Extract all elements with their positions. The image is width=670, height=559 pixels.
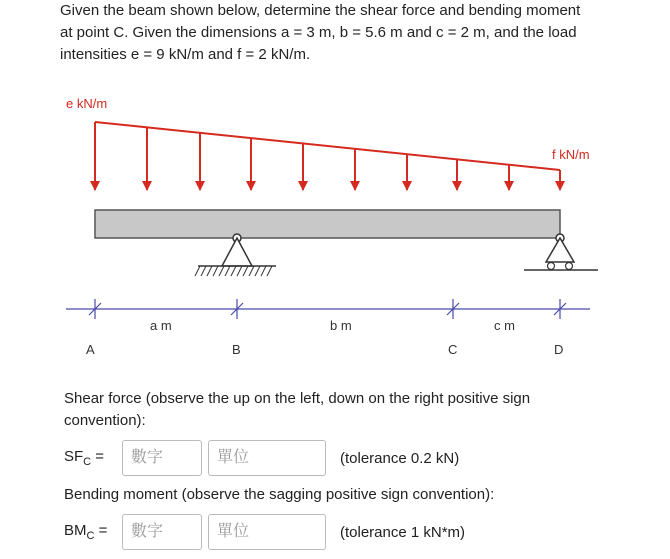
dimension-line [66,299,590,319]
shear-tolerance: (tolerance 0.2 kN) [340,449,460,467]
load-top-line [95,122,560,170]
roller-support [524,234,598,270]
moment-label-equals: = [94,522,108,539]
moment-label [64,522,122,542]
shear-prompt-line-1: Shear force (observe the up on the left, down on the right positive sign [64,390,531,407]
moment-answer-row [64,512,465,552]
shear-unit-input[interactable] [208,440,326,476]
moment-value-input[interactable] [122,514,202,550]
shear-label-sub: C [83,456,92,468]
moment-tolerance: (tolerance 1 kN*m) [340,523,466,541]
shear-label [64,448,122,468]
shear-label-equals: = [91,448,105,465]
shear-label-main: SF [64,448,84,465]
shear-prompt-line-2: convention): [64,412,146,429]
moment-prompt: Bending moment (observe the sagging positive sign convention): [64,486,495,503]
dim-a-label: a m [150,318,172,333]
moment-unit-input[interactable] [208,514,326,550]
moment-label-sub: C [86,530,95,542]
pin-support [195,234,276,276]
point-b-label: B [232,342,241,357]
shear-value-input[interactable] [122,440,202,476]
dim-b-label: b m [330,318,352,333]
point-a-label: A [86,342,95,357]
point-c-label: C [448,342,458,357]
point-d-label: D [554,342,564,357]
left-load-label: e kN/m [66,96,108,111]
question-line-2: at point C. Given the dimensions a = 3 m, b = 5.6 m and c = 2 m, and the load [60,24,577,41]
moment-label-main: BM [64,522,87,539]
question-line-1: Given the beam shown below, determine the shear force and bending moment [60,2,581,19]
dim-c-label: c m [494,318,515,333]
question-line-3: intensities e = 9 kN/m and f = 2 kN/m. [60,46,311,63]
shear-answer-row [64,438,459,478]
load-arrows [95,122,560,190]
shear-prompt [64,388,530,432]
right-load-label: f kN/m [552,147,590,162]
beam [95,210,560,238]
